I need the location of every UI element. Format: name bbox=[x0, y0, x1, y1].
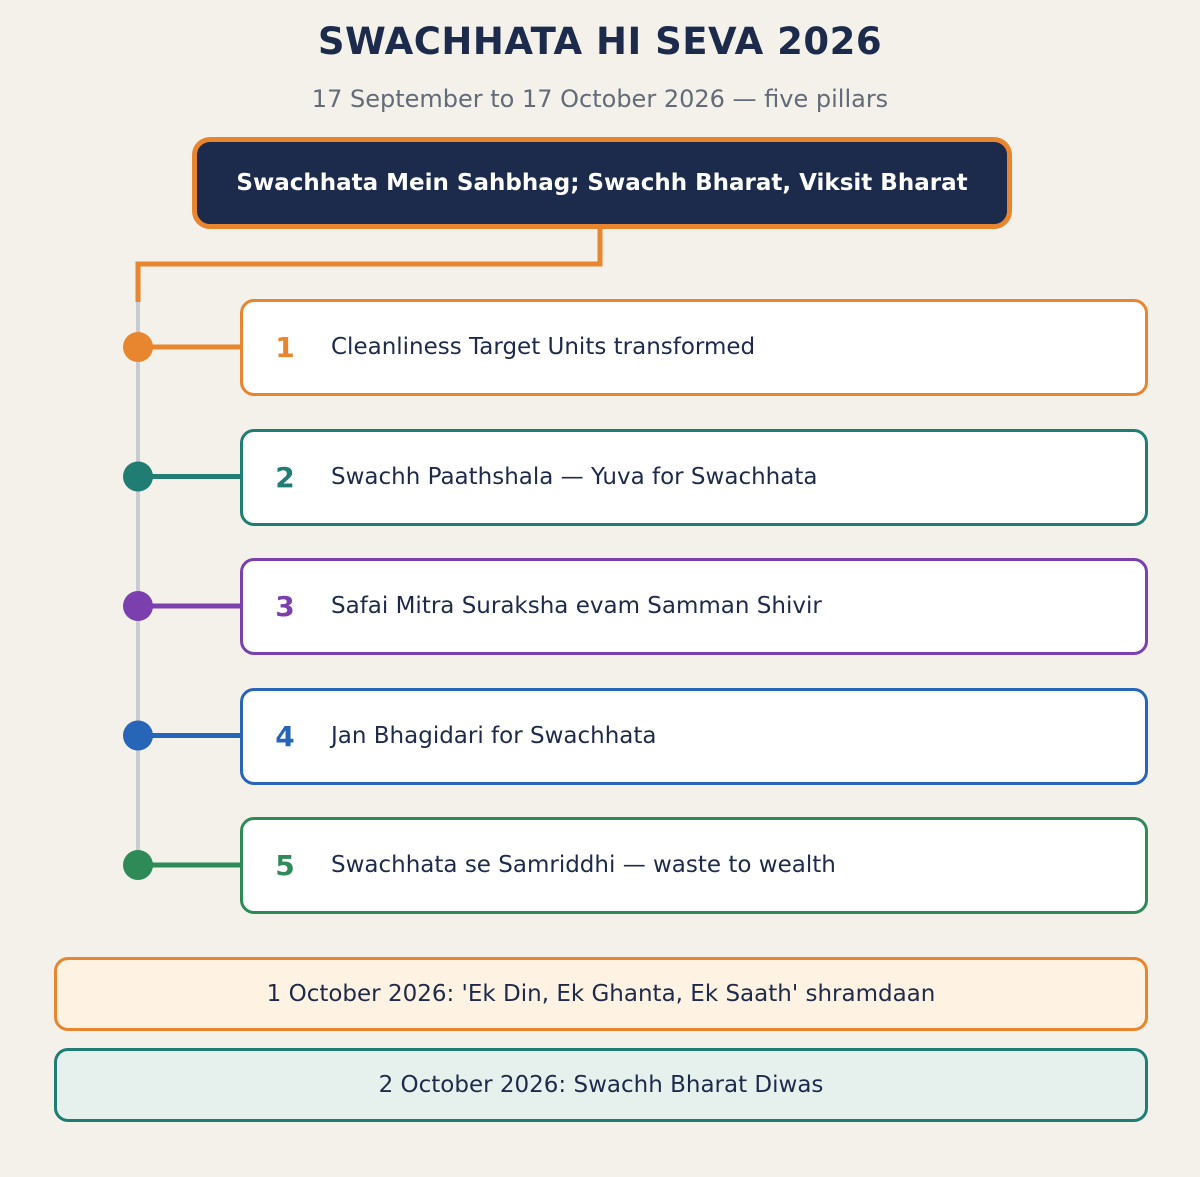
pillar-number: 1 bbox=[275, 331, 295, 364]
pillar-node bbox=[123, 462, 153, 492]
theme-banner: Swachhata Mein Sahbhag; Swachh Bharat, Viksit Bharat bbox=[192, 137, 1012, 229]
pillar-card-2 bbox=[240, 429, 1148, 526]
pillar-label: Jan Bhagidari for Swachhata bbox=[331, 722, 657, 749]
pillar-card-1 bbox=[240, 299, 1148, 396]
pillar-node bbox=[123, 332, 153, 362]
key-date-2: 2 October 2026: Swachh Bharat Diwas bbox=[54, 1048, 1148, 1122]
pillar-number: 5 bbox=[275, 849, 295, 882]
pillar-number: 2 bbox=[275, 460, 295, 494]
page-subtitle: 17 September to 17 October 2026 — five pillars bbox=[311, 85, 889, 113]
key-date-1: 1 October 2026: 'Ek Din, Ek Ghanta, Ek Saath' shramdaan bbox=[54, 957, 1148, 1031]
pillar-label: Safai Mitra Suraksha evam Samman Shivir bbox=[331, 593, 822, 619]
pillar-node bbox=[123, 721, 153, 751]
pillar-card-4 bbox=[240, 688, 1148, 785]
pillar-card-5 bbox=[240, 817, 1148, 914]
pillar-label: Cleanliness Target Units transformed bbox=[331, 334, 756, 360]
page-title: SWACHHATA HI SEVA 2026 bbox=[317, 20, 883, 63]
pillar-node bbox=[123, 591, 153, 621]
pillar-label: Swachh Paathshala — Yuva for Swachhata bbox=[331, 463, 818, 490]
pillar-card-3 bbox=[240, 558, 1148, 655]
pillar-label: Swachhata se Samriddhi — waste to wealth bbox=[331, 852, 836, 878]
pillar-number: 3 bbox=[275, 590, 295, 623]
pillar-number: 4 bbox=[275, 719, 295, 753]
pillar-node bbox=[123, 850, 153, 880]
theme-connector bbox=[138, 224, 600, 302]
